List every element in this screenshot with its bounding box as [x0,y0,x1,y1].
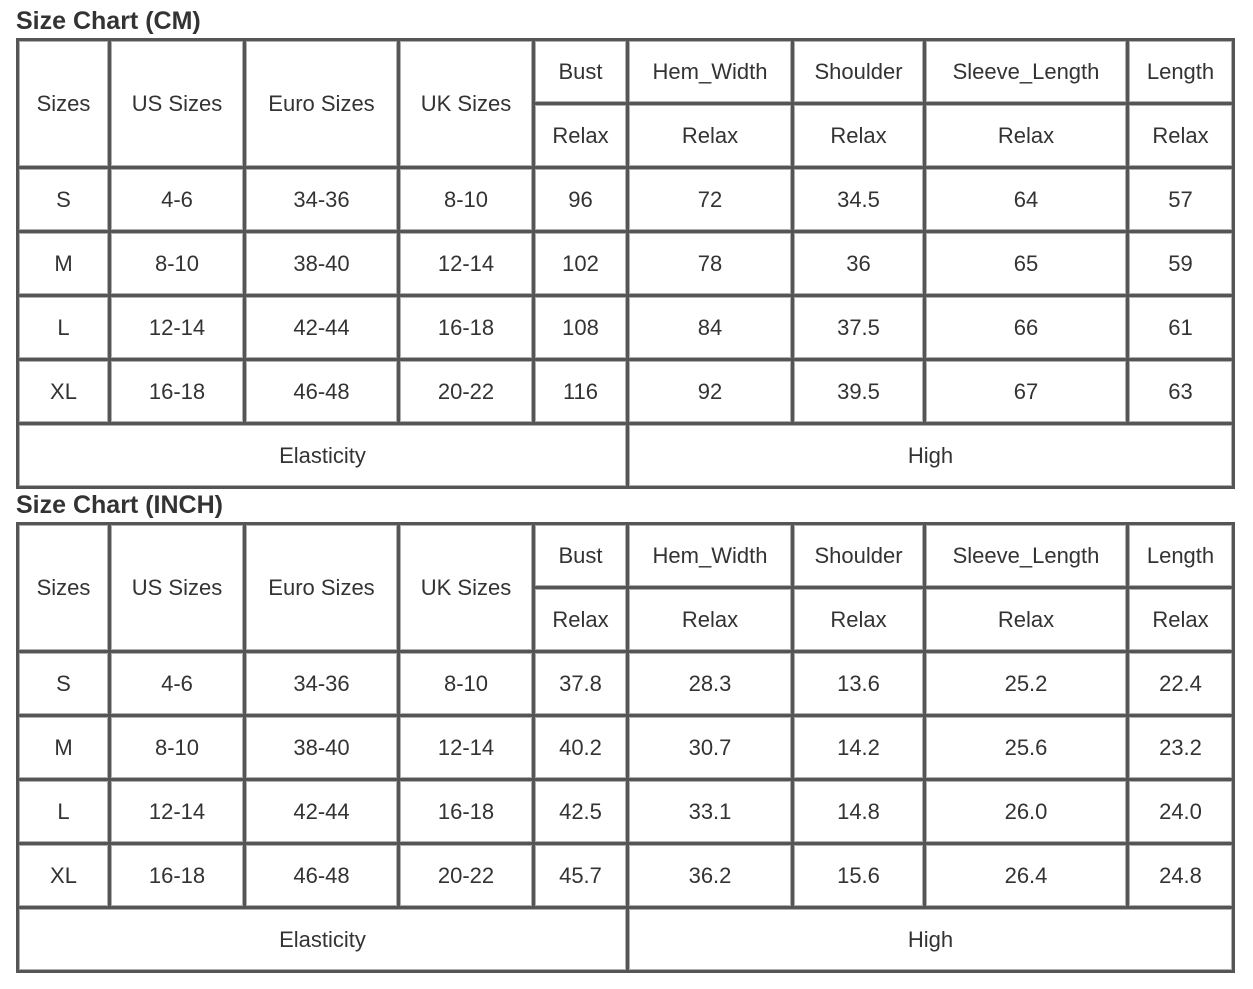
elasticity-value: High [629,425,1235,489]
table-row [19,717,1235,781]
elasticity-value: High [629,909,1235,973]
cell-size: S [19,653,111,717]
cell-euro-size: 38-40 [246,233,400,297]
subheader-length-fit: Relax [1129,105,1235,169]
elasticity-row [19,909,1235,973]
cell-hem-width: 28.3 [629,653,794,717]
cell-shoulder: 37.5 [794,297,926,361]
cell-hem-width: 36.2 [629,845,794,909]
elasticity-label: Elasticity [19,425,629,489]
cell-euro-size: 42-44 [246,297,400,361]
table-row [19,169,1235,233]
header-sleeve-length: Sleeve_Length [926,41,1129,105]
cell-size: XL [19,845,111,909]
cell-size: L [19,297,111,361]
header-bust: Bust [535,525,629,589]
subheader-hem-width-fit: Relax [629,105,794,169]
cell-bust: 102 [535,233,629,297]
header-uk-sizes: UK Sizes [400,525,535,653]
header-hem-width: Hem_Width [629,525,794,589]
cell-sleeve-length: 65 [926,233,1129,297]
header-sizes: Sizes [19,41,111,169]
cell-sleeve-length: 66 [926,297,1129,361]
cell-euro-size: 38-40 [246,717,400,781]
table-row [19,297,1235,361]
subheader-bust-fit: Relax [535,105,629,169]
header-us-sizes: US Sizes [111,525,246,653]
cell-sleeve-length: 25.6 [926,717,1129,781]
cell-size: L [19,781,111,845]
cell-bust: 42.5 [535,781,629,845]
cell-euro-size: 46-48 [246,361,400,425]
cell-shoulder: 34.5 [794,169,926,233]
subheader-sleeve-length-fit: Relax [926,589,1129,653]
size-chart-inch-table [16,522,1235,973]
cell-us-size: 16-18 [111,361,246,425]
cell-sleeve-length: 26.0 [926,781,1129,845]
elasticity-row [19,425,1235,489]
cell-us-size: 4-6 [111,653,246,717]
cell-sleeve-length: 67 [926,361,1129,425]
cell-length: 63 [1129,361,1235,425]
size-chart-cm-table [16,38,1235,489]
cell-sleeve-length: 64 [926,169,1129,233]
cell-hem-width: 92 [629,361,794,425]
cell-shoulder: 36 [794,233,926,297]
table-header-row [19,525,1235,589]
header-sizes: Sizes [19,525,111,653]
subheader-shoulder-fit: Relax [794,105,926,169]
cell-uk-size: 12-14 [400,717,535,781]
subheader-shoulder-fit: Relax [794,589,926,653]
cell-size: M [19,233,111,297]
cell-uk-size: 8-10 [400,169,535,233]
cell-hem-width: 30.7 [629,717,794,781]
size-chart-inch-title: Size Chart (INCH) [16,491,223,519]
cell-length: 61 [1129,297,1235,361]
elasticity-label: Elasticity [19,909,629,973]
cell-length: 59 [1129,233,1235,297]
cell-length: 57 [1129,169,1235,233]
header-euro-sizes: Euro Sizes [246,525,400,653]
header-uk-sizes: UK Sizes [400,41,535,169]
cell-uk-size: 20-22 [400,361,535,425]
cell-bust: 37.8 [535,653,629,717]
cell-euro-size: 34-36 [246,169,400,233]
cell-sleeve-length: 26.4 [926,845,1129,909]
cell-us-size: 4-6 [111,169,246,233]
header-shoulder: Shoulder [794,525,926,589]
cell-length: 22.4 [1129,653,1235,717]
cell-bust: 96 [535,169,629,233]
cell-euro-size: 42-44 [246,781,400,845]
cell-uk-size: 16-18 [400,781,535,845]
subheader-bust-fit: Relax [535,589,629,653]
cell-us-size: 16-18 [111,845,246,909]
cell-euro-size: 34-36 [246,653,400,717]
cell-hem-width: 78 [629,233,794,297]
size-chart-cm-section [16,4,1235,489]
subheader-sleeve-length-fit: Relax [926,105,1129,169]
header-hem-width: Hem_Width [629,41,794,105]
header-us-sizes: US Sizes [111,41,246,169]
cell-uk-size: 12-14 [400,233,535,297]
cell-bust: 116 [535,361,629,425]
table-row [19,233,1235,297]
size-chart-inch-section [16,488,1235,973]
cell-us-size: 8-10 [111,717,246,781]
cell-euro-size: 46-48 [246,845,400,909]
subheader-hem-width-fit: Relax [629,589,794,653]
cell-length: 24.0 [1129,781,1235,845]
header-euro-sizes: Euro Sizes [246,41,400,169]
cell-size: M [19,717,111,781]
header-shoulder: Shoulder [794,41,926,105]
cell-length: 23.2 [1129,717,1235,781]
cell-shoulder: 15.6 [794,845,926,909]
table-row [19,653,1235,717]
cell-shoulder: 14.2 [794,717,926,781]
cell-hem-width: 33.1 [629,781,794,845]
table-row [19,781,1235,845]
cell-size: S [19,169,111,233]
cell-sleeve-length: 25.2 [926,653,1129,717]
size-chart-cm-title: Size Chart (CM) [16,7,201,35]
subheader-length-fit: Relax [1129,589,1235,653]
cell-shoulder: 13.6 [794,653,926,717]
cell-hem-width: 72 [629,169,794,233]
cell-bust: 40.2 [535,717,629,781]
cell-uk-size: 8-10 [400,653,535,717]
cell-bust: 108 [535,297,629,361]
cell-bust: 45.7 [535,845,629,909]
cell-shoulder: 39.5 [794,361,926,425]
header-length: Length [1129,41,1235,105]
cell-length: 24.8 [1129,845,1235,909]
cell-shoulder: 14.8 [794,781,926,845]
table-row [19,845,1235,909]
cell-size: XL [19,361,111,425]
cell-uk-size: 20-22 [400,845,535,909]
header-sleeve-length: Sleeve_Length [926,525,1129,589]
cell-uk-size: 16-18 [400,297,535,361]
cell-us-size: 12-14 [111,297,246,361]
table-row [19,361,1235,425]
cell-us-size: 12-14 [111,781,246,845]
cell-hem-width: 84 [629,297,794,361]
table-header-row [19,41,1235,105]
header-bust: Bust [535,41,629,105]
cell-us-size: 8-10 [111,233,246,297]
header-length: Length [1129,525,1235,589]
